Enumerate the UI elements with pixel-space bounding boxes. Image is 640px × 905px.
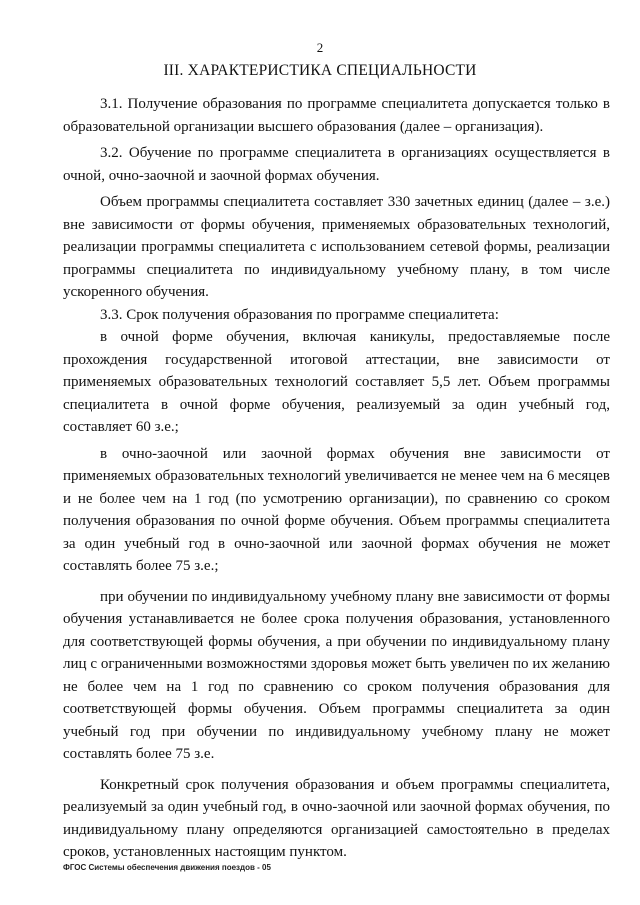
paragraph-3-1: 3.1. Получение образования по программе специалитета допускается только в образовательной организации высшего образования (далее – организация). (63, 96, 610, 135)
paragraph-program-volume: Объем программы специалитета составляет 330 зачетных единиц (далее – з.е.) вне зависимости от формы обучения, применяемых образовательных технологий, реализации программы специалитета с использованием сетевой формы, реализации программы специалитета по индивидуальному учебному плану, в том числе ускоренного обучения. (63, 194, 610, 300)
paragraph-specific-term: Конкретный срок получения образования и объем программы специалитета, реализуемый за один учебный год, в очно-заочной или заочной формах обучения, по индивидуальному плану определяются организацией самостоятельно в пределах сроков, установленных настоящим пунктом. (63, 776, 610, 860)
footer-note: ФГОС Системы обеспечения движения поездов - 05 (63, 863, 271, 872)
paragraph-part-time: в очно-заочной или заочной формах обучения вне зависимости от применяемых образовательных технологий увеличивается не менее чем на 6 месяцев и не более чем на 1 год (по усмотрению организации), по сравнению со сроком получения образования по очной форме обучения. Объем программы специалитета за один учебный год в очно-заочной или заочной формах обучения не может составлять более 75 з.е.; (63, 445, 610, 574)
paragraph-3-3: 3.3. Срок получения образования по программе специалитета: (100, 306, 499, 323)
paragraph-individual-plan: при обучении по индивидуальному учебному плану вне зависимости от формы обучения устанавливается не более срока получения образования, установленного для соответствующей формы обучения, а при обучении по индивидуальному плану лиц с ограниченными возможностями здоровья может быть увеличен по их желанию не более чем на 1 год по сравнению со сроком получения образования для соответствующей формы обучения. Объем программы специалитета за один учебный год при обучении по индивидуальному учебному плану не может составлять более 75 з.е. (63, 588, 610, 762)
paragraph-3-2: 3.2. Обучение по программе специалитета в организациях осуществляется в очной, очно-заочной и заочной формах обучения. (63, 145, 610, 184)
paragraph-full-time: в очной форме обучения, включая каникулы, предоставляемые после прохождения государственной итоговой аттестации, вне зависимости от применяемых образовательных технологий составляет 5,5 лет. Объем программы специалитета в очной форме обучения, реализуемый за один учебный год, составляет 60 з.е.; (63, 329, 610, 435)
page-number: 2 (316, 40, 324, 55)
body-text (63, 93, 610, 864)
section-title: III. ХАРАКТЕРИСТИКА СПЕЦИАЛЬНОСТИ (163, 62, 477, 79)
